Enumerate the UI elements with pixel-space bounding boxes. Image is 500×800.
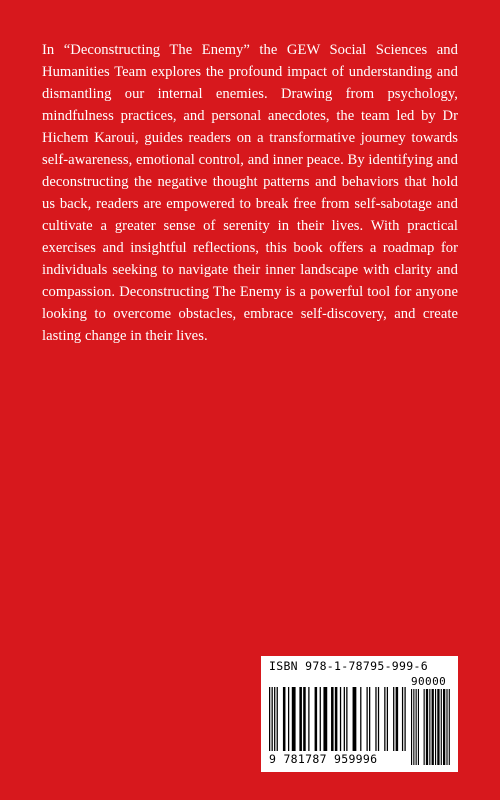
barcode-bar <box>429 689 430 765</box>
barcode-bar <box>315 687 318 751</box>
barcode-bar <box>340 687 341 751</box>
barcode-bar <box>320 687 321 751</box>
barcode-bar <box>360 687 361 751</box>
barcode-bar <box>418 689 419 765</box>
barcode-bar <box>272 687 273 751</box>
barcode-bar <box>384 687 385 751</box>
barcode-box <box>261 656 458 772</box>
isbn-label: ISBN 978-1-78795-999-6 <box>269 659 428 673</box>
barcode-bar <box>443 689 445 765</box>
barcode-bar <box>404 687 405 751</box>
barcode-bar <box>435 689 436 765</box>
barcode-bar <box>292 687 296 751</box>
barcode-bar <box>449 689 450 765</box>
barcode-bar <box>299 687 302 751</box>
barcode-bar <box>437 689 439 765</box>
barcode-bar <box>346 687 347 751</box>
price-code: 90000 <box>411 675 447 688</box>
barcode-bar <box>369 687 370 751</box>
price-addon-barcode-icon <box>411 689 451 765</box>
ean-barcode-icon <box>269 687 407 751</box>
barcode-bar <box>426 689 428 765</box>
barcode-bar <box>416 689 417 765</box>
barcode-bar <box>269 687 270 751</box>
barcode-bar <box>413 689 414 765</box>
barcode-bar <box>344 687 345 751</box>
barcode-bar <box>402 687 403 751</box>
barcode-bar <box>283 687 286 751</box>
barcode-bar <box>396 687 399 751</box>
barcode-bar <box>424 689 425 765</box>
barcode-bar <box>335 687 338 751</box>
barcode-bar <box>331 687 334 751</box>
ean-digits: 9 781787 959996 <box>269 752 378 766</box>
barcode-bar <box>303 687 306 751</box>
barcode-bar <box>441 689 442 765</box>
barcode-bar <box>308 687 309 751</box>
barcode-bar <box>432 689 434 765</box>
barcode-bar <box>387 687 388 751</box>
barcode-bar <box>353 687 357 751</box>
barcode-bar <box>411 689 412 765</box>
barcode-bar <box>378 687 379 751</box>
barcode-bar <box>393 687 394 751</box>
barcode-bar <box>323 687 327 751</box>
barcode-bar <box>288 687 289 751</box>
barcode-bar <box>274 687 275 751</box>
barcode-bar <box>277 687 278 751</box>
barcode-bar <box>375 687 376 751</box>
blurb-text: In “Deconstructing The Enemy” the GEW Social Sciences and Humanities Team explores the profound impact of understanding and dismantling our internal enemies. Drawing from psychology, mindfulness practices, and personal anecdotes, the team led by Dr Hichem Karoui, guides readers on a transformative journey towards self-awareness, emotional control, and inner peace. By identifying and deconstructing the negative thought patterns and behaviors that hold us back, readers are empowered to break free from self-sabotage and cultivate a greater sense of serenity in their lives. With practical exercises and insightful reflections, this book offers a roadmap for individuals seeking to navigate their inner landscape with clarity and compassion. Deconstructing The Enemy is a powerful tool for anyone looking to overcome obstacles, embrace self-discovery, and create lasting change in their lives. <box>42 42 458 344</box>
barcode-bar <box>446 689 447 765</box>
barcode-bar <box>366 687 367 751</box>
